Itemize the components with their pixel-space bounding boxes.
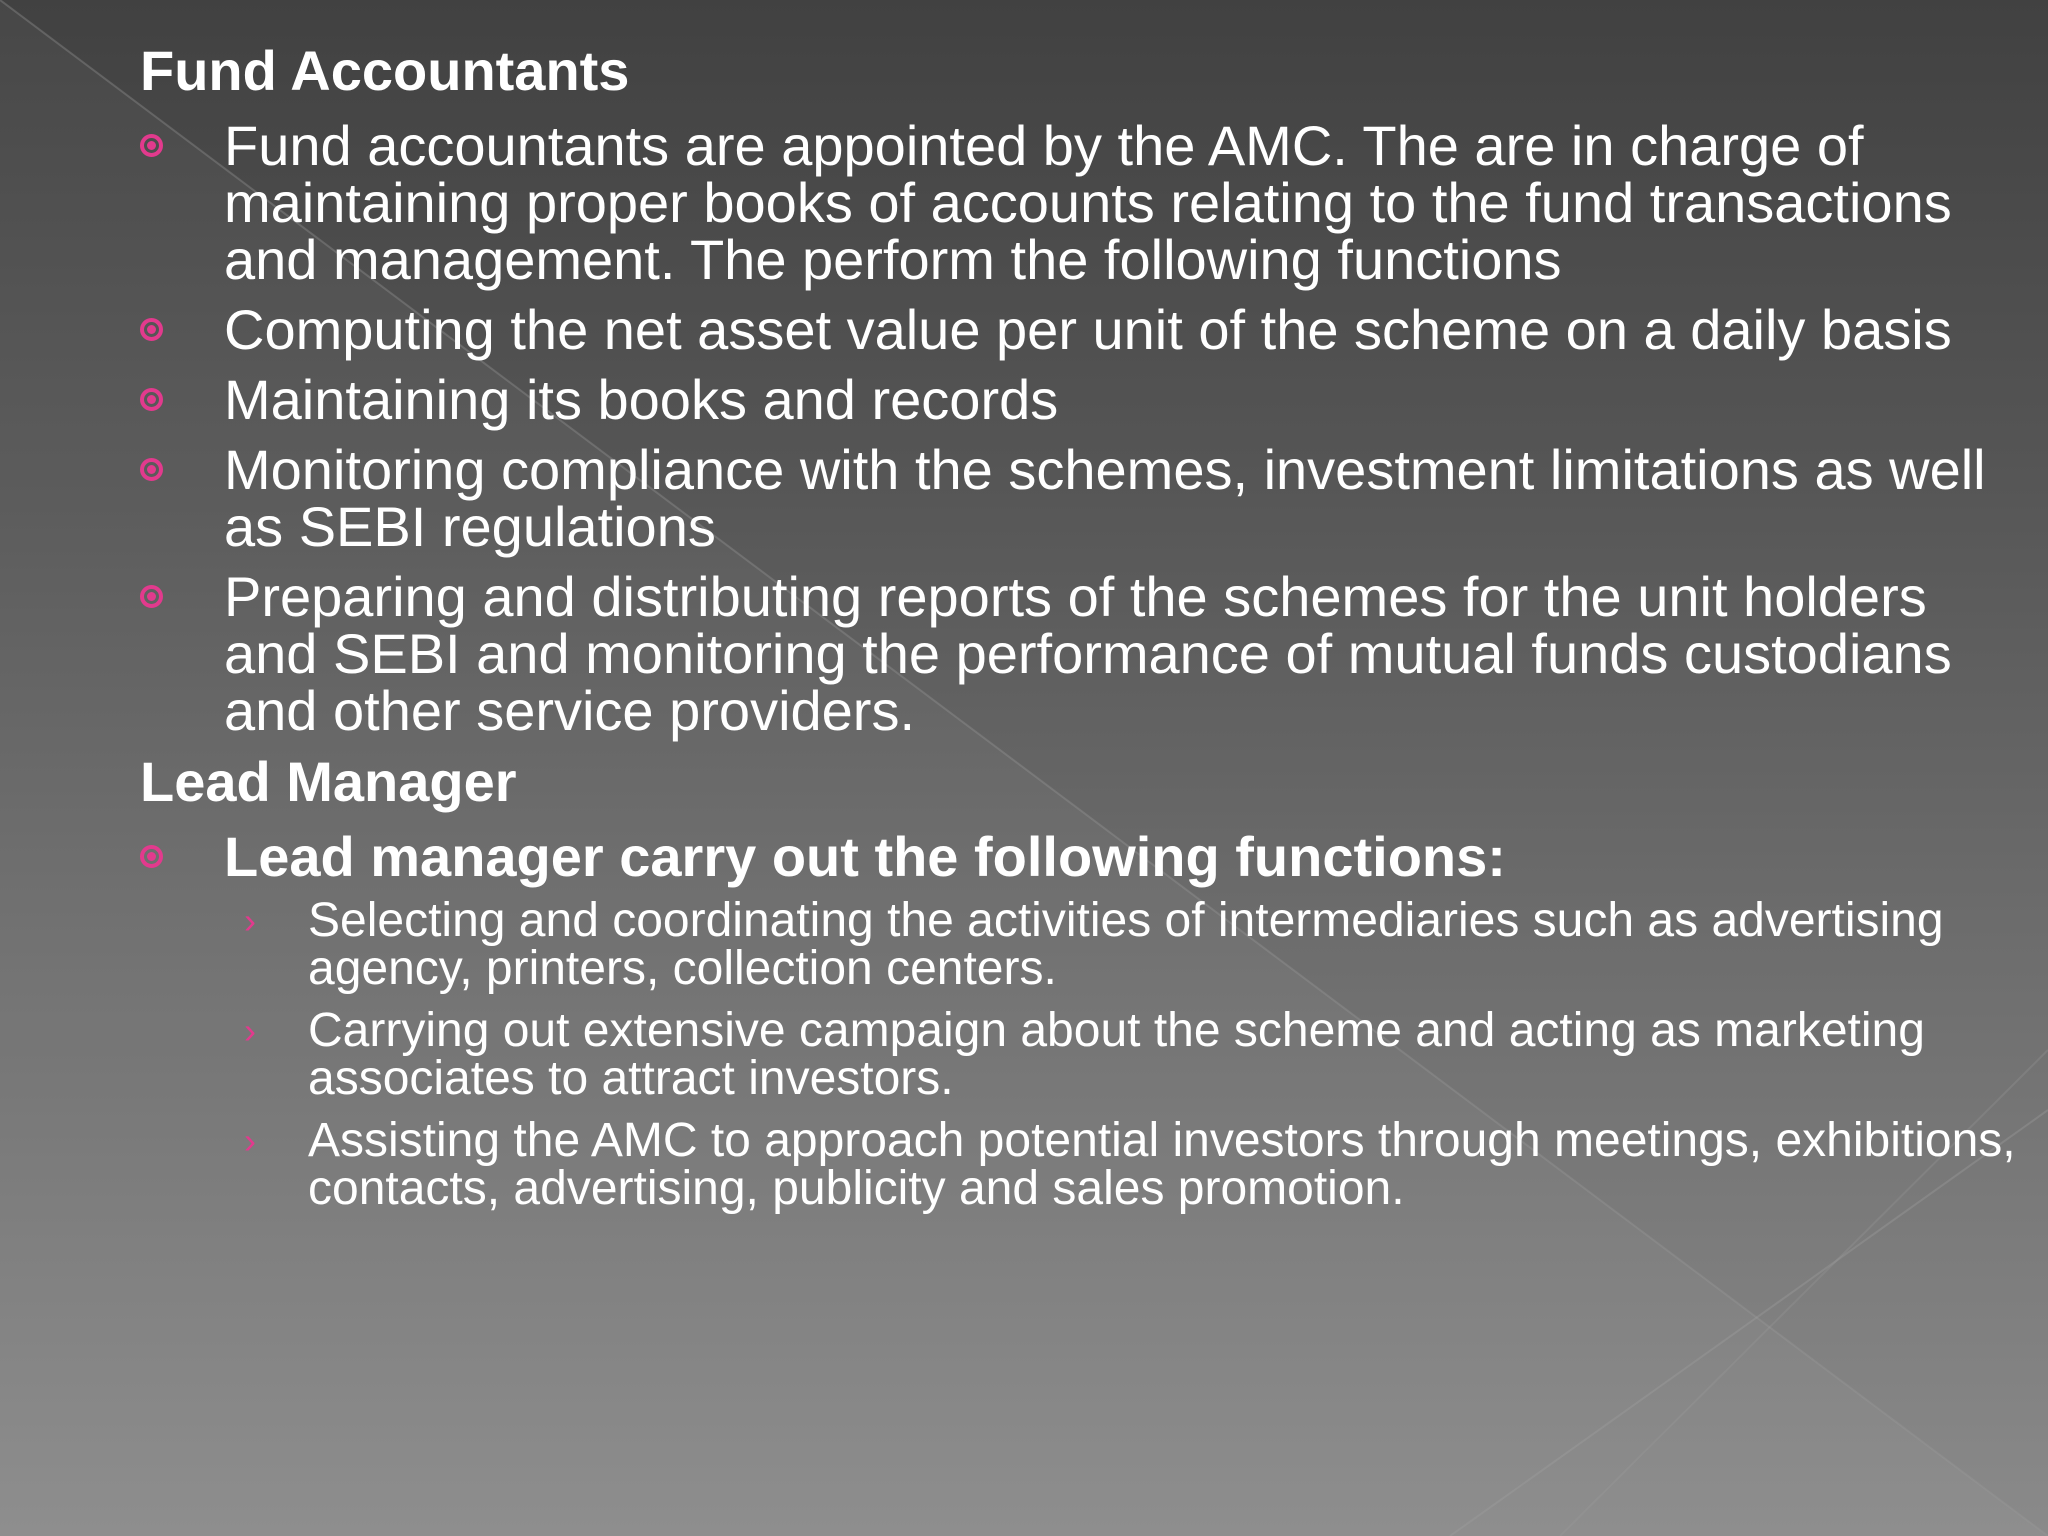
sub-bullet-item [140, 1114, 2020, 1215]
chevron-right-icon: › [244, 900, 256, 941]
sub-bullet-item [140, 1004, 2020, 1105]
bullet-item [140, 438, 2020, 558]
sub-bullet-item [140, 894, 2020, 995]
heading-fund-accountants: Fund Accountants [140, 39, 630, 102]
slide-content [140, 38, 2020, 1213]
target-bullet-icon [140, 458, 163, 481]
target-bullet-icon [140, 318, 163, 341]
chevron-right-icon: › [244, 1120, 256, 1161]
target-bullet-icon [140, 585, 163, 608]
target-bullet-icon [140, 134, 163, 157]
bullet-text: Preparing and distributing reports of the schemes for the unit holders and SEBI and monitoring the performance of mutual funds custodians and other service providers. [224, 565, 1952, 742]
bullet-text: Computing the net asset value per unit of the scheme on a daily basis [224, 298, 1952, 361]
heading-lead-manager: Lead Manager [140, 750, 517, 813]
bullet-text: Fund accountants are appointed by the AMC. The are in charge of maintaining proper books of accounts relating to the fund transactions and management. The perform the following functions [224, 114, 1952, 291]
bullet-text: Lead manager carry out the following functions: [224, 825, 1506, 888]
bullet-item [140, 298, 2020, 361]
sub-bullet-text: Selecting and coordinating the activities of intermediaries such as advertising agency, printers, collection centers. [308, 894, 1944, 995]
bullet-item [140, 825, 2020, 888]
bullet-item [140, 565, 2020, 742]
sub-bullet-text: Carrying out extensive campaign about the scheme and acting as marketing associates to attract investors. [308, 1004, 1925, 1105]
target-bullet-icon [140, 388, 163, 411]
bullet-text: Monitoring compliance with the schemes, investment limitations as well as SEBI regulations [224, 438, 1986, 558]
sub-bullet-text: Assisting the AMC to approach potential investors through meetings, exhibitions, contacts, advertising, publicity and sales promotion. [308, 1114, 2016, 1215]
bullet-item [140, 114, 2020, 291]
bullet-text: Maintaining its books and records [224, 368, 1059, 431]
chevron-right-icon: › [244, 1010, 256, 1051]
target-bullet-icon [140, 845, 163, 868]
bullet-item [140, 368, 2020, 431]
